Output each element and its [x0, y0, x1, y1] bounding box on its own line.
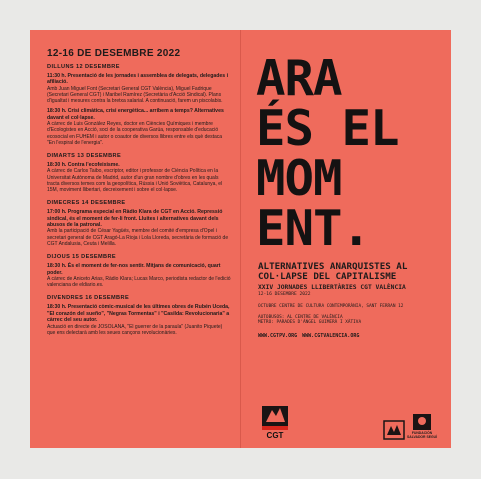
session-title: 18:30 h. Contra l'ecofeixisme. — [47, 162, 120, 169]
cgt-cat-icon — [258, 402, 292, 430]
venue: OCTUBRE CENTRE DE CULTURA CONTEMPORÀNIA, SANT FERRAN 12 — [258, 304, 404, 309]
website-link[interactable]: WWW.CGTVALENCIA.ORG — [302, 332, 360, 339]
session-body: Amb Juan Miguel Font (Secretari General CGT València), Miguel Fadrique (Secretari General CGT) i Maribel Ramírez (Secretària d'Acció Sindical). Plans d'igualtat i mesures contra la bretxa salarial. A continuació, farem un piscolabis. — [47, 85, 223, 105]
day-title: DIMECRES 14 DESEMBRE — [47, 200, 126, 207]
transport-bus: AUTOBUSOS: AL CENTRE DE VALÈNCIA — [258, 315, 343, 320]
headline-line: ARA — [256, 50, 342, 107]
session-body: A càrrec de Aniceto Arias, Ràdio Klara; Lucas Marco, periodista redactor de l'edició valenciana de eldiario.es. — [47, 275, 231, 289]
session-title: 18:30 h. Crisi climàtica, crisi energètica... arribem a temps? Alternatives davant el col·lapse. — [47, 108, 224, 121]
session-body: Actuació en directe de JOSOLANA, "El guerrer de la paraula" (Juanito Piquete) que ens delectarà amb les seues cançons revolucionàries. — [47, 323, 223, 336]
session — [47, 209, 231, 247]
session-title: 11:30 h. Presentació de les jornades i assemblea de delegats, delegades i afiliació. — [47, 73, 229, 86]
logos — [258, 400, 443, 442]
headline — [256, 50, 441, 258]
day-title: DIMARTS 13 DESEMBRE — [47, 153, 122, 160]
headline-line: MOM — [256, 150, 342, 207]
day-wednesday — [47, 200, 231, 247]
session-title: 18:30 h. Presentació còmic-musical de les últimes obres de Rubén Uceda, "El corazón del sueño", "Negras Tormentas" i "Casilda: Revolucionaria" a càrrec del seu autor. — [47, 304, 230, 324]
session-title: 18:30 h. És el moment de fer-nos sentir. Mitjans de comunicació, quart poder. — [47, 263, 221, 276]
day-title: DIJOUS 15 DESEMBRE — [47, 254, 117, 261]
program-panel — [30, 30, 241, 448]
day-title: DIVENDRES 16 DESEMBRE — [47, 295, 130, 302]
session — [47, 162, 231, 193]
day-tuesday — [47, 153, 231, 193]
edition: XXIV JORNADES LLIBERTÀRIES CGT VALÈNCIA — [258, 284, 406, 291]
session — [47, 108, 231, 146]
fundacion-icon — [411, 412, 433, 432]
date-range: 12-16 DE DESEMBRE 2022 — [47, 48, 181, 59]
fundacion-label: FUNDACIÓN SALVADOR SEGUÍ — [406, 431, 437, 440]
transport-metro: METRO: PARADES D'ÀNGEL GUIMERÀ I XÀTIVA — [258, 320, 362, 326]
cgt-logo — [258, 400, 292, 440]
cover-panel — [241, 30, 451, 448]
day-thursday — [47, 254, 231, 288]
transport-info — [258, 315, 441, 326]
session — [47, 263, 231, 288]
session-body: A càrrec de Carlos Taibo, escriptor, editor i professor de Ciència Política en la Universitat Autònoma de Madrid, autor d'un gran nombre d'obres en les quals tracta diversos temes com la geopolítica, Rússia i Unió Soviètica, Catalunya, el 15M, moviment llibertari, decreixement i sobre el col·lapse. — [47, 168, 223, 194]
session-title: 17:00 h. Programa especial en Ràdio Klara de CGT en Acció. Repressió sindical, és el moment de fer-li front. Lluites i alternatives davant dels abusos de la patronal. — [47, 209, 223, 229]
session-body: Amb la participació de César Yagüés, membre del comité d'empresa d'Opel i secretari general de CGT Aragó-La Rioja i Lola Lloreda, secretària de formació de CGT Andalusia, Ceuta i Melilla. — [47, 228, 229, 247]
day-title: DILLUNS 12 DESEMBRE — [47, 64, 120, 70]
event-dates: 12-16 DESEMBRE 2022 — [258, 292, 311, 297]
websites — [258, 333, 441, 339]
subtitle: ALTERNATIVES ANARQUISTES AL COL·LAPSE DEL CAPITALISME — [258, 261, 408, 282]
day-monday — [47, 64, 231, 146]
cgt-label: CGT — [266, 431, 284, 440]
day-friday — [47, 295, 231, 336]
session-body: A càrrec de Luis González Reyes, doctor en Ciències Químiques i membre d'Ecologistes en Acció, soci de la cooperativa Garúa, responsable d'educació ecosocial en FUHEM i autor o coautor de diversos llibres entre els què destaca "En l'espiral de l'energia". — [47, 121, 223, 146]
session — [47, 73, 231, 104]
session — [47, 304, 231, 336]
headline-line: ENT. — [256, 200, 371, 257]
website-link[interactable]: WWW.CGTPV.ORG — [258, 332, 298, 339]
headline-line: ÉS EL — [256, 100, 399, 157]
fundacion-logo — [404, 406, 440, 440]
